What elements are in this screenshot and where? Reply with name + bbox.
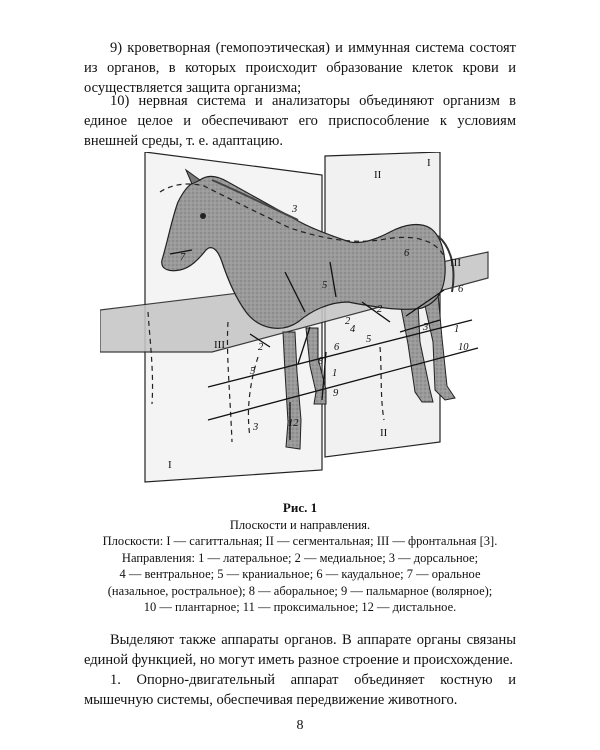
caption-line: 10 — плантарное; 11 — проксимальное; 12 — дистальное. <box>143 600 457 614</box>
direction-label: 10 <box>458 342 469 353</box>
plane-label: II <box>380 427 388 439</box>
direction-label: 1 <box>454 324 460 335</box>
direction-label: 3 <box>292 204 298 215</box>
plane-label: III <box>214 339 225 351</box>
paragraph-organ-apparatus: Выделяют также аппараты органов. В аппарате органы связаны единой функцией, но могут иметь разное строение и происхождение. <box>84 632 516 668</box>
page-number: 8 <box>296 718 304 733</box>
direction-label: 3 <box>423 322 429 333</box>
direction-label: 3 <box>253 422 259 433</box>
caption-title: Рис. 1 <box>282 500 318 515</box>
direction-label: 2 <box>377 304 383 315</box>
direction-label: 2 <box>258 342 264 353</box>
plane-label: I <box>168 459 172 471</box>
paragraph-locomotor-apparatus: 1. Опорно-двигательный аппарат объединяет костную и мышечную системы, обеспечивая передвижение животного. <box>84 672 516 708</box>
direction-label: 8 <box>318 356 324 367</box>
direction-label: 5 <box>366 334 372 345</box>
direction-label: 6 <box>458 284 464 295</box>
paragraph-hematopoietic-system: 9) кроветворная (гемопоэтическая) и иммунная система состоят из органов, в которых происходит образование клеток крови и осуществляется защита организма; <box>84 40 516 96</box>
paragraph-nervous-system: 10) нервная система и анализаторы объединяют организм в единое целое и обеспечивают его приспособление к условиям внешней среды, т. е. адаптацию. <box>84 93 516 149</box>
direction-label: 6 <box>404 248 410 259</box>
caption-line: 4 — вентральное; 5 — краниальное; 6 — каудальное; 7 — оральное <box>119 567 481 581</box>
figure-caption <box>84 500 516 616</box>
direction-label: 5 <box>322 280 328 291</box>
caption-line: Плоскости: I — сагиттальная; II — сегментальная; III — фронтальная [3]. <box>102 534 498 548</box>
caption-line: Направления: 1 — латеральное; 2 — медиальное; 3 — дорсальное; <box>121 550 479 565</box>
direction-label: 6 <box>334 342 340 353</box>
caption-line: (назальное, ростральное); 8 — аборальное; 9 — пальмарное (волярное); <box>107 583 493 598</box>
horse-planes-figure <box>100 152 500 492</box>
direction-label: 12 <box>288 418 299 429</box>
plane-label: I <box>427 157 431 169</box>
caption-subtitle: Плоскости и направления. <box>229 517 371 532</box>
direction-label: 9 <box>333 388 339 399</box>
direction-label: 1 <box>332 368 338 379</box>
plane-label: II <box>374 169 382 181</box>
direction-label: 5 <box>250 366 256 377</box>
direction-label: 2 <box>345 316 351 327</box>
plane-label: III <box>450 257 461 269</box>
direction-label: 4 <box>350 324 356 335</box>
direction-label: 7 <box>180 252 186 263</box>
